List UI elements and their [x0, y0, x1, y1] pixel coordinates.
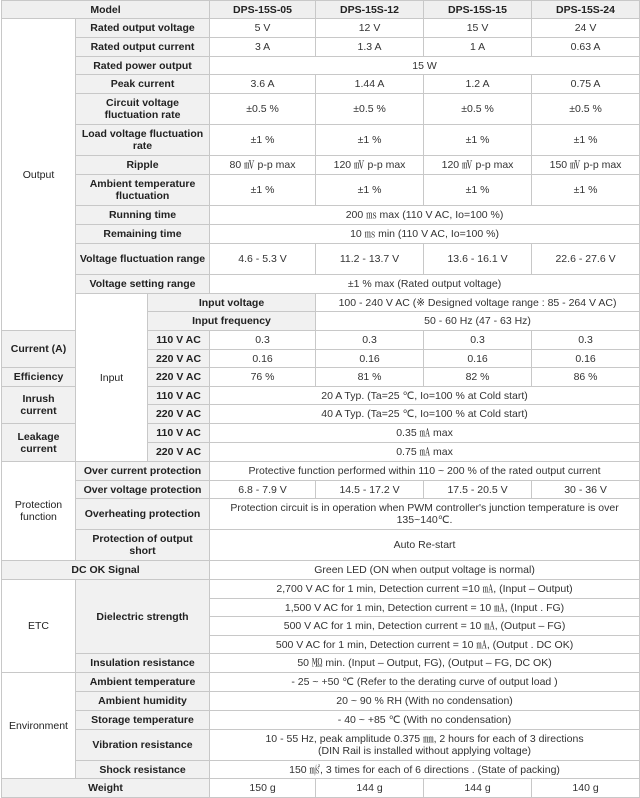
- label-ripple: Ripple: [76, 156, 210, 175]
- cell-value: 144 g: [316, 779, 424, 798]
- cell-value: 200 ㎳ max (110 V AC, Io=100 %): [210, 206, 640, 225]
- label-rated-power-output: Rated power output: [76, 57, 210, 75]
- row-rated-power-output: [2, 57, 640, 75]
- label-leakage-220: 220 V AC: [148, 443, 210, 462]
- row-overheating-protection: [2, 499, 640, 530]
- cell-value: 0.3: [316, 331, 424, 350]
- cell-value: 22.6 - 27.6 V: [532, 244, 640, 275]
- cell-value: 1.3 A: [316, 38, 424, 57]
- row-running-time: [2, 206, 640, 225]
- row-vibration-resistance: [2, 730, 640, 761]
- cell-value: 1.44 A: [316, 75, 424, 94]
- label-shock-resistance: Shock resistance: [76, 761, 210, 779]
- cell-value: 12 V: [316, 19, 424, 38]
- row-voltage-fluctuation-range: [2, 244, 640, 275]
- cell-value: 1.2 A: [424, 75, 532, 94]
- label-efficiency: Efficiency: [2, 368, 76, 387]
- label-output-short-protection: Protection of output short: [76, 530, 210, 561]
- cell-value: 0.63 A: [532, 38, 640, 57]
- cell-value: ±0.5 %: [316, 94, 424, 125]
- cell-value: 86 %: [532, 368, 640, 387]
- cell-value: ±1 %: [532, 125, 640, 156]
- cell-value: 10 ㎳ min (110 V AC, Io=100 %): [210, 225, 640, 244]
- row-ambient-temperature: [2, 673, 640, 692]
- label-insulation-resistance: Insulation resistance: [76, 654, 210, 673]
- label-ambient-humidity: Ambient humidity: [76, 692, 210, 711]
- category-output: Output: [2, 19, 76, 331]
- cell-value: ±1 %: [210, 125, 316, 156]
- cell-value: 1 A: [424, 38, 532, 57]
- cell-value: ±1 %: [316, 125, 424, 156]
- cell-value: 0.16: [210, 350, 316, 368]
- row-over-voltage-protection: [2, 481, 640, 499]
- row-rated-output-voltage: [2, 19, 640, 38]
- label-inrush-current: Inrush current: [2, 387, 76, 424]
- row-peak-current: [2, 75, 640, 94]
- cell-value: 20 A Typ. (Ta=25 ℃, Io=100 % at Cold start): [210, 387, 640, 405]
- cell-value: ±1 %: [532, 175, 640, 206]
- cell-value: 0.16: [532, 350, 640, 368]
- cell-value: 5 V: [210, 19, 316, 38]
- label-overheating-protection: Overheating protection: [76, 499, 210, 530]
- cell-value: 0.16: [424, 350, 532, 368]
- label-ambient-temperature-fluctuation: Ambient temperature fluctuation: [76, 175, 210, 206]
- cell-value: 120 ㎷ p-p max: [316, 156, 424, 175]
- cell-value: 4.6 - 5.3 V: [210, 244, 316, 275]
- label-rated-output-voltage: Rated output voltage: [76, 19, 210, 38]
- cell-value: 82 %: [424, 368, 532, 387]
- label-vibration-resistance: Vibration resistance: [76, 730, 210, 761]
- cell-value: 20 ~ 90 % RH (With no condensation): [210, 692, 640, 711]
- cell-value: 150 g: [210, 779, 316, 798]
- cell-value: 80 ㎷ p-p max: [210, 156, 316, 175]
- cell-value: ±1 %: [424, 175, 532, 206]
- cell-value: 15 W: [210, 57, 640, 75]
- cell-value: 3 A: [210, 38, 316, 57]
- row-over-current-protection: [2, 462, 640, 481]
- cell-value: Protection circuit is in operation when PWM controller's junction temperature is over 135~140℃.: [210, 499, 640, 530]
- cell-value: ±0.5 %: [210, 94, 316, 125]
- cell-value: ±1 %: [210, 175, 316, 206]
- cell-value: ±0.5 %: [532, 94, 640, 125]
- cell-value: 17.5 - 20.5 V: [424, 481, 532, 499]
- cell-value: 0.16: [316, 350, 424, 368]
- cell-value: 14.5 - 17.2 V: [316, 481, 424, 499]
- label-load-voltage-fluctuation: Load voltage fluctuation rate: [76, 125, 210, 156]
- header-model-12: DPS-15S-12: [316, 1, 424, 19]
- label-current: Current (A): [2, 331, 76, 368]
- cell-value: 13.6 - 16.1 V: [424, 244, 532, 275]
- label-over-current-protection: Over current protection: [76, 462, 210, 481]
- cell-value: - 40 ~ +85 ℃ (With no condensation): [210, 711, 640, 730]
- cell-value: 0.35 ㎃ max: [210, 424, 640, 443]
- row-weight: [2, 779, 640, 798]
- cell-value: ±1 % max (Rated output voltage): [210, 275, 640, 294]
- label-current-110: 110 V AC: [148, 331, 210, 350]
- cell-value: 50 ㏁ min. (Input – Output, FG), (Output – FG, DC OK): [210, 654, 640, 673]
- label-leakage-110: 110 V AC: [148, 424, 210, 443]
- cell-value: [210, 730, 640, 761]
- label-dielectric-strength: Dielectric strength: [76, 580, 210, 654]
- label-remaining-time: Remaining time: [76, 225, 210, 244]
- label-circuit-voltage-fluctuation: Circuit voltage fluctuation rate: [76, 94, 210, 125]
- cell-value: 150 ㎷ p-p max: [532, 156, 640, 175]
- row-ripple: [2, 156, 640, 175]
- label-running-time: Running time: [76, 206, 210, 225]
- label-inrush-110: 110 V AC: [148, 387, 210, 405]
- cell-value: 15 V: [424, 19, 532, 38]
- cell-value: 140 g: [532, 779, 640, 798]
- cell-value: - 25 ~ +50 ℃ (Refer to the derating curve of output load ): [210, 673, 640, 692]
- label-voltage-setting-range: Voltage setting range: [76, 275, 210, 294]
- cell-value: 24 V: [532, 19, 640, 38]
- label-input-frequency: Input frequency: [148, 312, 316, 331]
- label-storage-temperature: Storage temperature: [76, 711, 210, 730]
- label-leakage-current: Leakage current: [2, 424, 76, 462]
- cell-value: 6.8 - 7.9 V: [210, 481, 316, 499]
- header-model-15: DPS-15S-15: [424, 1, 532, 19]
- label-current-220: 220 V AC: [148, 350, 210, 368]
- cell-value: ±1 %: [316, 175, 424, 206]
- cell-value: Auto Re-start: [210, 530, 640, 561]
- cell-value: 150 ㎨, 3 times for each of 6 directions . (State of packing): [210, 761, 640, 779]
- row-dielectric-1: [2, 580, 640, 599]
- cell-value: ±1 %: [424, 125, 532, 156]
- row-remaining-time: [2, 225, 640, 244]
- cell-value: Green LED (ON when output voltage is normal): [210, 561, 640, 580]
- cell-value: 144 g: [424, 779, 532, 798]
- cell-value: 1,500 V AC for 1 min, Detection current = 10 ㎃, (Input . FG): [210, 599, 640, 617]
- cell-value: 100 - 240 V AC (※ Designed voltage range : 85 - 264 V AC): [316, 294, 640, 312]
- cell-value: 0.75 A: [532, 75, 640, 94]
- spec-table: [1, 0, 640, 798]
- cell-value: 2,700 V AC for 1 min, Detection current =10 ㎃, (Input – Output): [210, 580, 640, 599]
- label-input-voltage: Input voltage: [148, 294, 316, 312]
- label-peak-current: Peak current: [76, 75, 210, 94]
- cell-value: 0.75 ㎃ max: [210, 443, 640, 462]
- category-input: Input: [76, 294, 148, 462]
- row-load-voltage-fluctuation: [2, 125, 640, 156]
- cell-value: 3.6 A: [210, 75, 316, 94]
- label-voltage-fluctuation-range: Voltage fluctuation range: [76, 244, 210, 275]
- category-protection: Protection function: [2, 462, 76, 561]
- label-efficiency-220: 220 V AC: [148, 368, 210, 387]
- row-rated-output-current: [2, 38, 640, 57]
- label-weight: Weight: [2, 779, 210, 798]
- row-voltage-setting-range: [2, 275, 640, 294]
- row-input-voltage: [2, 294, 640, 312]
- row-output-short-protection: [2, 530, 640, 561]
- category-etc: ETC: [2, 580, 76, 673]
- cell-value: 30 - 36 V: [532, 481, 640, 499]
- vibration-line-1: 10 - 55 Hz, peak amplitude 0.375 ㎜, 2 hours for each of 3 directions: [265, 733, 584, 745]
- label-over-voltage-protection: Over voltage protection: [76, 481, 210, 499]
- vibration-line-2: (DIN Rail is installed without applying voltage): [318, 745, 532, 757]
- cell-value: ±0.5 %: [424, 94, 532, 125]
- cell-value: 40 A Typ. (Ta=25 ℃, Io=100 % at Cold start): [210, 405, 640, 424]
- header-model-05: DPS-15S-05: [210, 1, 316, 19]
- row-storage-temperature: [2, 711, 640, 730]
- cell-value: 0.3: [210, 331, 316, 350]
- cell-value: 0.3: [532, 331, 640, 350]
- cell-value: 81 %: [316, 368, 424, 387]
- category-environment: Environment: [2, 673, 76, 779]
- cell-value: 500 V AC for 1 min, Detection current = 10 ㎃, (Output . DC OK): [210, 636, 640, 654]
- row-ambient-temperature-fluctuation: [2, 175, 640, 206]
- cell-value: 120 ㎷ p-p max: [424, 156, 532, 175]
- row-ambient-humidity: [2, 692, 640, 711]
- cell-value: 11.2 - 13.7 V: [316, 244, 424, 275]
- header-model-24: DPS-15S-24: [532, 1, 640, 19]
- header-model: Model: [2, 1, 210, 19]
- cell-value: Protective function performed within 110 ~ 200 % of the rated output current: [210, 462, 640, 481]
- cell-value: 76 %: [210, 368, 316, 387]
- cell-value: 50 - 60 Hz (47 - 63 Hz): [316, 312, 640, 331]
- cell-value: 0.3: [424, 331, 532, 350]
- label-rated-output-current: Rated output current: [76, 38, 210, 57]
- label-inrush-220: 220 V AC: [148, 405, 210, 424]
- label-ambient-temperature: Ambient temperature: [76, 673, 210, 692]
- label-dc-ok-signal: DC OK Signal: [2, 561, 210, 580]
- row-insulation-resistance: [2, 654, 640, 673]
- row-dc-ok-signal: [2, 561, 640, 580]
- cell-value: 500 V AC for 1 min, Detection current = 10 ㎃, (Output – FG): [210, 617, 640, 636]
- header-row: [2, 1, 640, 19]
- row-shock-resistance: [2, 761, 640, 779]
- row-circuit-voltage-fluctuation: [2, 94, 640, 125]
